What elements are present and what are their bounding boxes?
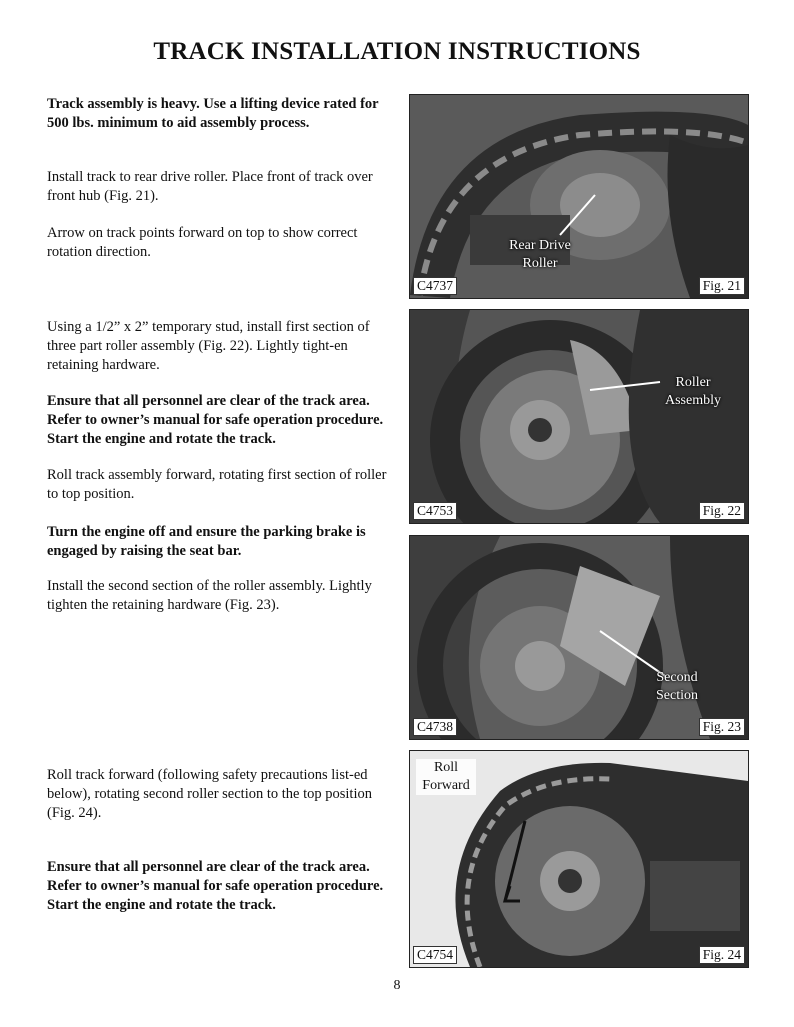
figure-22-code: C4753 [413, 502, 457, 520]
safety-warning-2: Ensure that all personnel are clear of the track area. Refer to owner’s manual for safe operation procedure. Start the engine and rotate the track. [47, 859, 384, 913]
heavy-warning: Track assembly is heavy. Use a lifting device rated for 500 lbs. minimum to aid assembly process. [47, 96, 379, 131]
figure-23-illustration [410, 536, 748, 739]
safety-warning-1: Ensure that all personnel are clear of the track area. Refer to owner’s manual for safe operation procedure. Start the engine and rotate the track. [47, 393, 384, 447]
figure-22-photo [409, 309, 749, 524]
figure-23-code: C4738 [413, 718, 457, 736]
page-title: TRACK INSTALLATION INSTRUCTIONS [153, 38, 641, 65]
figure-22-callout: Roller Assembly [665, 375, 721, 408]
page-number: 8 [393, 978, 401, 993]
figure-24-photo [409, 750, 749, 968]
second-section-text: Install the second section of the roller assembly. Lightly tighten the retaining hardware (Fig. 23). [47, 578, 372, 613]
figure-23-callout: Second Section [656, 670, 698, 703]
figure-24-callout: Roll Forward [416, 759, 476, 795]
figure-22-label: Fig. 22 [699, 502, 745, 520]
figure-22-illustration [410, 310, 748, 523]
figure-21-callout: Rear Drive Roller [509, 238, 571, 271]
figure-21-code: C4737 [413, 277, 457, 295]
parking-brake-text: Turn the engine off and ensure the parking brake is engaged by raising the seat bar. [47, 524, 366, 559]
roll-track-forward-text: Roll track forward (following safety precautions list-ed below), rotating second roller section to the top position (Fig. 24). [47, 767, 372, 821]
first-section-text: Using a 1/2” x 2” temporary stud, install first section of three part roller assembly (Fig. 22). Lightly tight-en retaining hardware. [47, 319, 370, 373]
roll-first-section-text: Roll track assembly forward, rotating first section of roller to top position. [47, 467, 387, 502]
figure-23-photo [409, 535, 749, 740]
arrow-direction-text: Arrow on track points forward on top to show correct rotation direction. [47, 225, 358, 260]
figure-23-label: Fig. 23 [699, 718, 745, 736]
figure-24-label: Fig. 24 [699, 946, 745, 964]
figure-21-photo [409, 94, 749, 299]
figure-21-label: Fig. 21 [699, 277, 745, 295]
figure-24-code: C4754 [413, 946, 457, 964]
install-rear-roller-text: Install track to rear drive roller. Place front of track over front hub (Fig. 21). [47, 169, 373, 204]
